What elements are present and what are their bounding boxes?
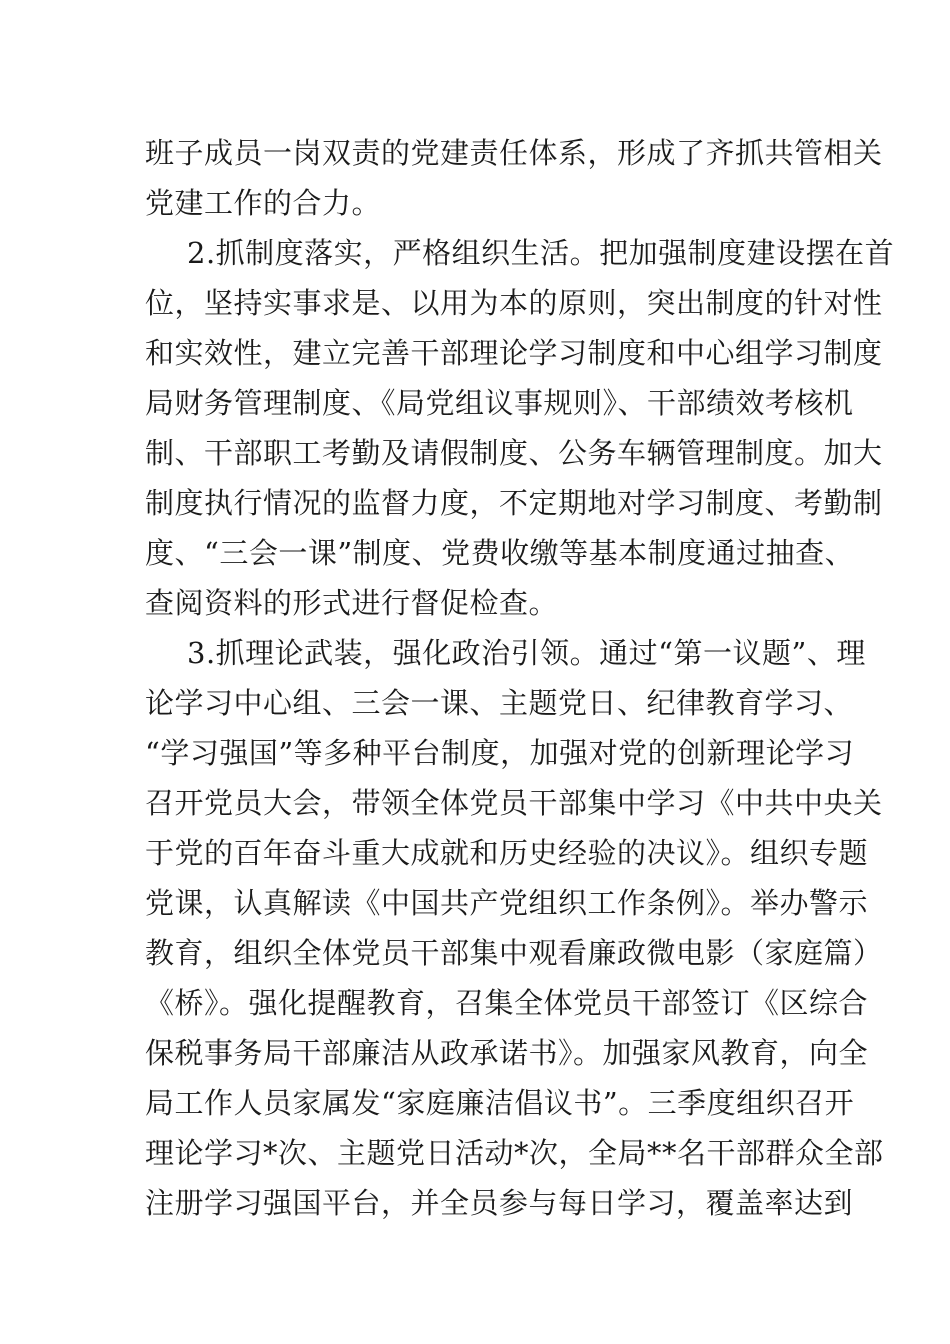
text-line: 论学习中心组、三会一课、主题党日、纪律教育学习、 (145, 686, 854, 720)
text-line: 制、干部职工考勤及请假制度、公务车辆管理制度。加大 (145, 436, 883, 470)
text-line: 查阅资料的形式进行督促检查。 (145, 586, 559, 620)
text-line: 注册学习强国平台，并全员参与每日学习，覆盖率达到 (145, 1186, 854, 1220)
text-line: 局工作人员家属发“家庭廉洁倡议书”。三季度组织召开 (145, 1086, 855, 1120)
text-line: 制度执行情况的监督力度，不定期地对学习制度、考勤制 (145, 486, 883, 520)
text-line: 班子成员一岗双责的党建责任体系，形成了齐抓共管相关 (145, 136, 883, 170)
text-line: “学习强国”等多种平台制度，加强对党的创新理论学习 (145, 736, 855, 770)
text-line: 局财务管理制度、《局党组议事规则》、干部绩效考核机 (145, 386, 854, 420)
text-line: 党建工作的合力。 (145, 186, 382, 220)
text-line: 召开党员大会，带领全体党员干部集中学习《中共中央关 (145, 786, 883, 820)
text-line: 教育，组织全体党员干部集中观看廉政微电影（家庭篇） (145, 936, 883, 970)
text-line: 理论学习*次、主题党日活动*次，全局**名干部群众全部 (145, 1136, 884, 1170)
text-line: 保税事务局干部廉洁从政承诺书》。加强家风教育，向全 (145, 1036, 869, 1070)
paragraph-heading-line: 2.抓制度落实，严格组织生活。把加强制度建设摆在首 (187, 236, 895, 270)
text-line: 位，坚持实事求是、以用为本的原则，突出制度的针对性 (145, 286, 883, 320)
text-line: 于党的百年奋斗重大成就和历史经验的决议》。组织专题 (145, 836, 869, 870)
paragraph-heading-line: 3.抓理论武装，强化政治引领。通过“第一议题”、理 (187, 636, 866, 670)
text-line: 度、“三会一课”制度、党费收缴等基本制度通过抽查、 (145, 536, 855, 570)
text-line: 和实效性，建立完善干部理论学习制度和中心组学习制度 (145, 336, 883, 370)
text-line: 《桥》。强化提醒教育，召集全体党员干部签订《区综合 (145, 986, 869, 1020)
text-line: 党课，认真解读《中国共产党组织工作条例》。举办警示 (145, 886, 869, 920)
